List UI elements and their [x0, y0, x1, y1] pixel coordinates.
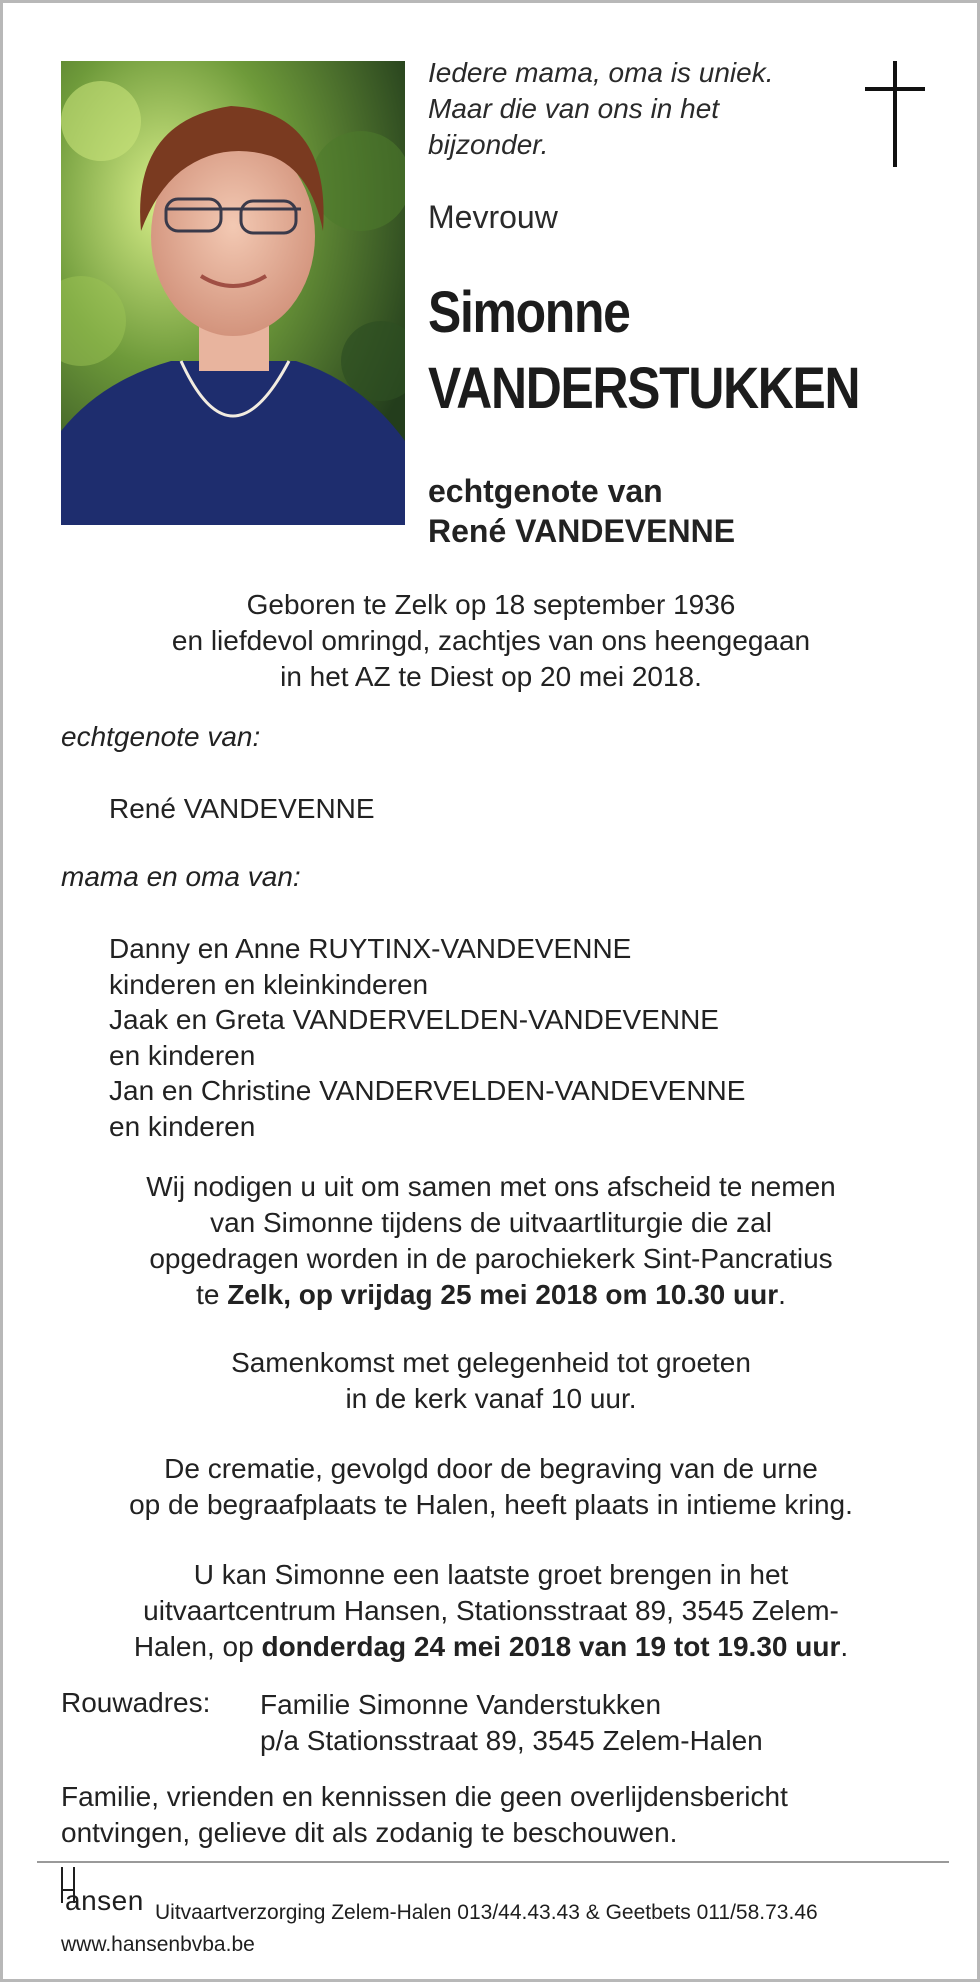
info-line: op de begraafplaats te Halen, heeft plaats in intieme kring.	[129, 1489, 853, 1520]
funeral-home-contact: Uitvaartverzorging Zelem-Halen 013/44.43.43 & Geetbets 011/58.73.46	[155, 1901, 818, 1924]
gathering-info	[61, 1345, 921, 1417]
info-line: in het AZ te Diest op 20 mei 2018.	[280, 661, 702, 692]
logo-word: ansen	[65, 1885, 144, 1916]
info-line: en liefdevol omringd, zachtjes van ons heengegaan	[171, 625, 811, 656]
invite-suffix: .	[778, 1279, 786, 1310]
cremation-info	[61, 1451, 921, 1523]
quote-line: bijzonder.	[428, 129, 549, 160]
website-link[interactable]: www.hansenbvba.be	[61, 1933, 255, 1956]
funeral-invitation	[61, 1169, 921, 1313]
info-line: De crematie, gevolgd door de begraving van de urne	[164, 1453, 818, 1484]
info-line: Wij nodigen u uit om samen met ons afscheid te nemen	[146, 1171, 836, 1202]
address-line: Familie Simonne Vanderstukken	[260, 1689, 662, 1720]
relation-list-children	[109, 931, 745, 1144]
closing-note	[61, 1779, 788, 1851]
info-line: opgedragen worden in de parochiekerk Sint-Pancratius	[149, 1243, 833, 1274]
visit-prefix: Halen, op	[133, 1631, 262, 1662]
spouse-block	[428, 471, 735, 551]
cross-icon	[865, 61, 925, 167]
info-line	[61, 1629, 921, 1665]
deceased-last-name: VANDERSTUKKEN	[428, 356, 860, 421]
visitation-date: donderdag 24 mei 2018 van 19 tot 19.30 uur	[261, 1631, 841, 1662]
info-line: U kan Simonne een laatste groet brengen in het	[193, 1559, 789, 1590]
info-line: in de kerk vanaf 10 uur.	[345, 1383, 637, 1414]
info-line: van Simonne tijdens de uitvaartliturgie die zal	[210, 1207, 772, 1238]
relation-label-children: mama en oma van:	[61, 861, 301, 892]
info-line: Samenkomst met gelegenheid tot groeten	[231, 1347, 751, 1378]
mourning-address-label: Rouwadres:	[61, 1687, 211, 1718]
birth-death-info	[61, 587, 921, 695]
relation-name: Jaak en Greta VANDERVELDEN-VANDEVENNE	[109, 1004, 719, 1035]
info-line	[61, 1277, 921, 1313]
footer-divider	[37, 1861, 949, 1863]
info-line: Geboren te Zelk op 18 september 1936	[246, 589, 736, 620]
deceased-name	[428, 275, 859, 427]
quote-line: Maar die van ons in het	[428, 93, 720, 124]
relation-name: kinderen en kleinkinderen	[109, 968, 429, 1000]
relation-list-spouse	[109, 791, 375, 827]
relation-name: en kinderen	[109, 1039, 256, 1071]
quote-line: Iedere mama, oma is uniek.	[428, 57, 774, 88]
closing-line: Familie, vrienden en kennissen die geen overlijdensbericht	[61, 1781, 788, 1812]
relation-label-spouse: echtgenote van:	[61, 721, 261, 752]
deceased-first-name: Simonne	[428, 280, 630, 345]
relation-name: en kinderen	[109, 1110, 256, 1142]
funeral-date: Zelk, op vrijdag 25 mei 2018 om 10.30 uur	[227, 1279, 779, 1310]
visit-suffix: .	[840, 1631, 849, 1662]
address-line: p/a Stationsstraat 89, 3545 Zelem-Halen	[260, 1725, 763, 1756]
visitation-info	[61, 1557, 921, 1665]
invite-prefix: te	[196, 1279, 228, 1310]
quote	[428, 55, 848, 163]
info-line: uitvaartcentrum Hansen, Stationsstraat 89, 3545 Zelem-	[143, 1595, 839, 1626]
portrait-photo	[61, 61, 405, 525]
relation-name: Danny en Anne RUYTINX-VANDEVENNE	[109, 933, 632, 964]
closing-line: ontvingen, gelieve dit als zodanig te beschouwen.	[61, 1817, 678, 1848]
mourning-address	[260, 1687, 763, 1759]
spouse-intro: echtgenote van	[428, 473, 663, 509]
spouse-name: René VANDEVENNE	[428, 513, 736, 549]
honorific: Mevrouw	[428, 199, 558, 235]
relation-name: René VANDEVENNE	[109, 793, 375, 824]
relation-name: Jan en Christine VANDERVELDEN-VANDEVENNE	[109, 1075, 746, 1106]
